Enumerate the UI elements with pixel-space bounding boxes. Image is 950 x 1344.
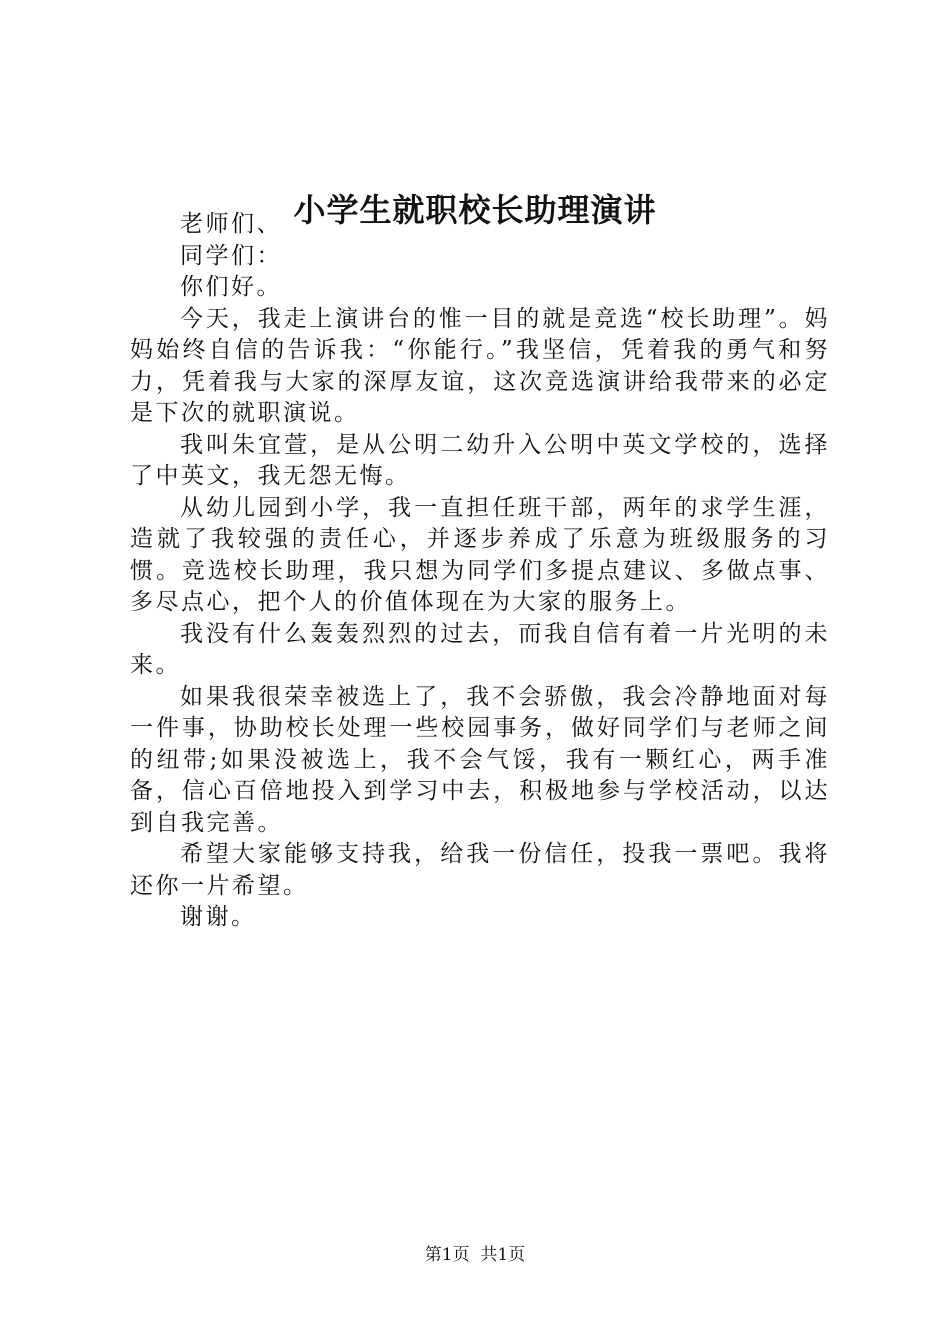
paragraph-appeal: 希望大家能够支持我，给我一份信任，投我一票吧。我将还你一片希望。 — [130, 841, 830, 899]
paragraph-thanks: 谢谢。 — [180, 904, 257, 930]
document-title: 小学生就职校长助理演讲 — [293, 191, 657, 229]
paragraph-commitment: 如果我很荣幸被选上了，我不会骄傲，我会冷静地面对每一件事，协助校长处理一些校园事务，做好同学们与老师之间的纽带;如果没被选上，我不会气馁，我有一颗红心，两手准备，信心百倍地投入到学习中去，积极地参与学校活动，以达到自我完善。 — [130, 683, 830, 836]
paragraph-greeting-teachers: 老师们、 — [180, 211, 282, 237]
paragraph-greeting-students: 同学们： — [180, 242, 282, 269]
paragraph-experience: 从幼儿园到小学，我一直担任班干部，两年的求学生涯，造就了我较强的责任心，并逐步养成了乐意为班级服务的习惯。竞选校长助理，我只想为同学们多提点建议、多做点事、多尽点心，把个人的价值体现在为大家的服务上。 — [130, 494, 830, 615]
paragraph-hello: 你们好。 — [180, 274, 282, 300]
paragraph-introduction: 我叫朱宜萱，是从公明二幼升入公明中英文学校的，选择了中英文，我无怨无悔。 — [130, 431, 830, 489]
page-total: 共1页 — [480, 1245, 526, 1265]
document-body — [130, 209, 830, 934]
page-footer — [0, 1243, 950, 1267]
page-number: 第1页 — [424, 1245, 470, 1265]
paragraph-future: 我没有什么轰轰烈烈的过去，而我自信有着一片光明的未来。 — [130, 620, 830, 678]
paragraph-purpose: 今天，我走上演讲台的惟一目的就是竞选“校长助理”。妈妈始终自信的告诉我：“你能行。”我坚信，凭着我的勇气和努力，凭着我与大家的深厚友谊，这次竞选演讲给我带来的必定是下次的就职演说。 — [130, 305, 830, 426]
